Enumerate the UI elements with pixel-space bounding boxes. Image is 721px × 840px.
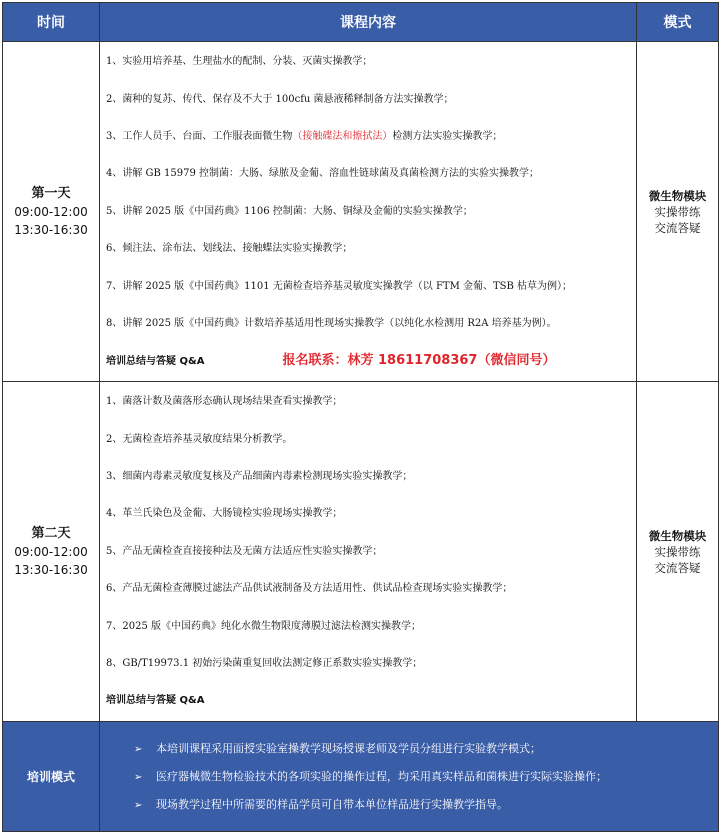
footer-item-text: 本培训课程采用面授实验室操教学现场授课老师及学员分组进行实验教学模式； <box>156 741 541 755</box>
day2-time-morning: 09:00-12:00 <box>14 544 88 559</box>
list-item <box>134 791 718 819</box>
list-item: 5、讲解 2025 版《中国药典》1106 控制菌：大肠、铜绿及金葡的实验实操教学； <box>106 205 473 217</box>
list-item: 2、无菌检查培养基灵敏度结果分析教学。 <box>106 433 293 445</box>
list-item-text-end: 检测方法实验实操教学； <box>392 131 503 143</box>
day2-row <box>3 382 719 722</box>
day1-summary: 培训总结与答疑 Q&A <box>106 356 205 368</box>
list-item-text: 3、工作人员手、台面、工作服表面微生物 <box>106 131 293 143</box>
list-item: 8、GB/T19973.1 初始污染菌重复回收法测定修正系数实验实操教学； <box>106 657 423 669</box>
list-item: 2、菌种的复苏、传代、保存及不大于 100cfu 菌悬液稀释制备方法实操教学； <box>106 93 454 105</box>
day1-time-morning: 09:00-12:00 <box>14 204 88 219</box>
training-mode-label: 培训模式 <box>3 722 100 832</box>
list-item: 3、细菌内毒素灵敏度复核及产品细菌内毒素检测现场实验实操教学； <box>106 471 413 483</box>
arrow-bullet-icon: ➢ <box>134 799 143 811</box>
day2-mode-3: 交流答疑 <box>654 560 701 575</box>
list-item: 6、倾注法、涂布法、划线法、接触蝶法实验实操教学； <box>106 243 353 255</box>
day2-mode-cell <box>637 382 719 722</box>
day1-time-afternoon: 13:30-16:30 <box>14 222 88 237</box>
day2-time-cell <box>3 382 100 722</box>
list-item <box>134 763 718 791</box>
list-item: 6、产品无菌检查薄膜过滤法产品供试液制备及方法适用性、供试品检查现场实验实操教学； <box>106 583 513 595</box>
day1-time-cell <box>3 42 100 382</box>
header-mode: 模式 <box>637 3 719 42</box>
header-content: 课程内容 <box>100 3 637 42</box>
day1-title: 第一天 <box>31 185 71 201</box>
footer-item-text: 现场教学过程中所需要的样品学员可自带本单位样品进行实操教学指导。 <box>156 797 508 811</box>
training-mode-row <box>3 722 719 832</box>
training-mode-items <box>100 722 719 832</box>
day1-mode-2: 实操带练 <box>654 204 701 219</box>
list-item: 8、讲解 2025 版《中国药典》计数培养基适用性现场实操教学（以纯化水检测用 R2A 培养基为例）。 <box>106 317 557 329</box>
header-time: 时间 <box>3 3 100 42</box>
list-item: 5、产品无菌检查直接接种法及无菌方法适应性实验实操教学； <box>106 545 383 557</box>
day2-summary: 培训总结与答疑 Q&A <box>106 695 205 707</box>
course-schedule-table <box>2 2 719 832</box>
list-item: 4、革兰氏染色及金葡、大肠镜检实验现场实操教学； <box>106 508 343 520</box>
list-item: 7、2025 版《中国药典》纯化水微生物限度薄膜过滤法检测实操教学； <box>106 620 421 632</box>
arrow-bullet-icon: ➢ <box>134 771 143 783</box>
footer-item-text: 医疗器械微生物检验技术的各项实验的操作过程，均采用真实样品和菌株进行实际实验操作； <box>156 769 607 783</box>
list-item: 7、讲解 2025 版《中国药典》1101 无菌检查培养基灵敏度实操教学（以 FTM 金葡、TSB 枯草为例）； <box>106 280 573 292</box>
day2-content-cell <box>100 382 637 722</box>
day2-mode-1: 微生物模块 <box>648 528 707 543</box>
day1-mode-cell <box>637 42 719 382</box>
list-item <box>106 118 636 155</box>
day1-mode-1: 微生物模块 <box>648 188 707 203</box>
day2-title: 第二天 <box>31 525 71 541</box>
list-item: 1、菌落计数及菌落形态确认现场结果查看实操教学； <box>106 396 343 408</box>
highlight-text: （接触碟法和擦拭法） <box>292 131 393 143</box>
day1-content-cell <box>100 42 637 382</box>
table-header-row <box>3 3 719 42</box>
list-item <box>134 735 718 763</box>
day1-mode-3: 交流答疑 <box>654 220 701 235</box>
day1-row <box>3 42 719 382</box>
contact-info: 报名联系：林芳 18611708367（微信同号） <box>282 353 556 369</box>
day2-mode-2: 实操带练 <box>654 544 701 559</box>
list-item: 4、讲解 GB 15979 控制菌：大肠、绿脓及金葡、溶血性链球菌及真菌检测方法的实验实操教学； <box>106 168 540 180</box>
day1-summary-line <box>106 342 636 379</box>
list-item: 1、实验用培养基、生理盐水的配制、分装、灭菌实操教学； <box>106 56 373 68</box>
arrow-bullet-icon: ➢ <box>134 743 143 755</box>
day2-time-afternoon: 13:30-16:30 <box>14 562 88 577</box>
